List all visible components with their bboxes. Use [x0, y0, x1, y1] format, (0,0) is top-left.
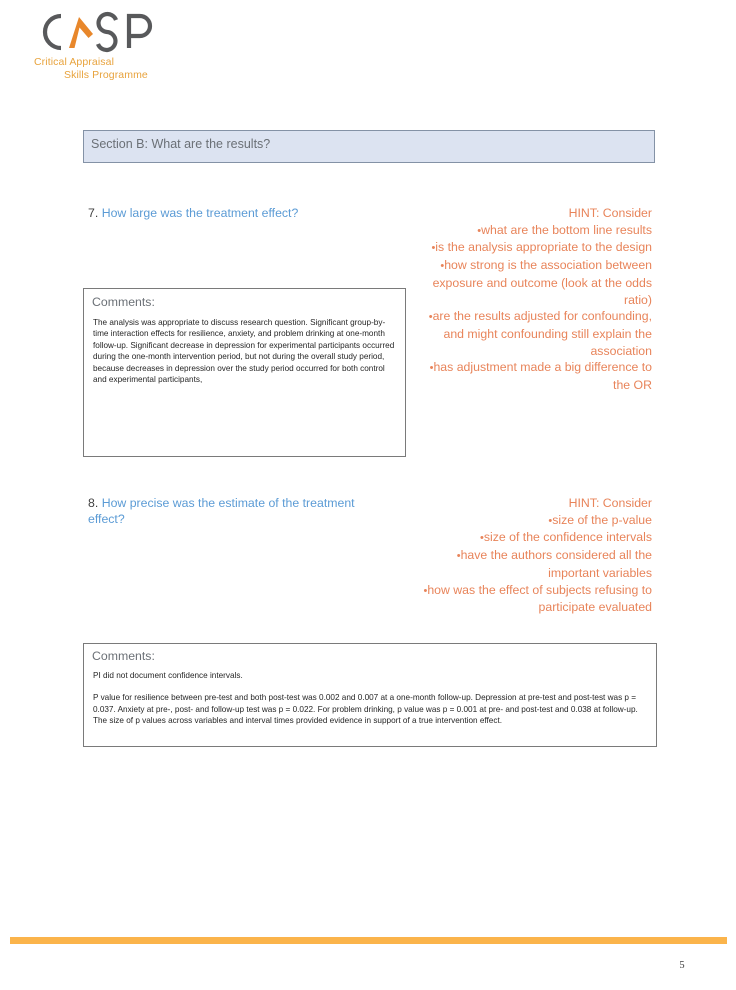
hint-8	[410, 495, 652, 616]
hint-7-item-3	[410, 257, 652, 308]
comments-body-7-paragraph-1: The analysis was appropriate to discuss research question. Significant group-by-time interaction effects for resilience, anxiety, and problem drinking at one-month follow-up. Significant decrease in depression for experimental participants occurred during the one-month intervention period, but not during the overall study period, because decreases in depression over the study period occurred for both control and experimental participants,	[93, 318, 395, 385]
section-header-title: Section B: What are the results?	[91, 137, 271, 151]
hint-7-item-5-text: has adjustment made a big difference to the OR	[433, 360, 652, 393]
bullet-icon	[542, 512, 552, 530]
bullet-icon	[425, 239, 435, 257]
question-8	[88, 495, 378, 527]
hint-7	[410, 205, 652, 394]
page-number: 5	[679, 960, 685, 971]
hint-8-item-4-text: how was the effect of subjects refusing to participate evaluated	[427, 582, 652, 615]
hint-8-title: HINT: Consider	[568, 496, 652, 510]
comments-box-question-7[interactable]	[83, 288, 406, 457]
hint-8-item-4	[410, 582, 652, 616]
hint-7-item-5	[410, 359, 652, 393]
hint-7-item-4-text: are the results adjusted for confounding, and might confounding still explain the association	[432, 309, 652, 358]
comments-label-7: Comments:	[92, 295, 155, 309]
hint-8-item-3	[410, 547, 652, 581]
hint-7-list	[410, 222, 652, 394]
bullet-icon	[423, 308, 433, 326]
bullet-icon	[434, 257, 444, 275]
hint-8-item-3-text: have the authors considered all the important variables	[460, 548, 652, 580]
casp-logo-subtitle	[34, 56, 210, 82]
hint-8-item-1-text: size of the p-value	[552, 512, 652, 527]
comments-box-question-8[interactable]	[83, 643, 657, 747]
hint-7-title: HINT: Consider	[568, 206, 652, 220]
comments-body-8-paragraph-1: PI did not document confidence intervals.	[93, 671, 243, 680]
hint-7-item-3-text: how strong is the association between exposure and outcome (look at the odds ratio)	[432, 258, 652, 307]
hint-8-list	[410, 512, 652, 616]
section-header-bar	[83, 130, 655, 163]
bullet-icon	[423, 359, 433, 377]
hint-7-item-2	[410, 239, 652, 257]
footer-rule	[10, 937, 727, 944]
casp-logo-subtitle-line2: Skills Programme	[64, 69, 148, 81]
hint-7-item-4	[410, 308, 652, 359]
bullet-icon	[451, 547, 461, 565]
question-8-text: How precise was the estimate of the treatment effect?	[88, 496, 355, 526]
question-7-number: 7.	[88, 206, 102, 220]
bullet-icon	[417, 582, 427, 600]
hint-7-item-2-text: is the analysis appropriate to the design	[435, 240, 652, 255]
comments-body-8-paragraph-2: P value for resilience between pre-test and both post-test was 0.002 and 0.007 at a one-month follow-up. Depression at pre-test and post-test was p = 0.037. Anxiety at pre-, post- and follow-up test was p = 0.022. For problem drinking, p value was p = 0.001 at pre- and post-test and 0.038 at follow-up. The size of p values across variables and interval times provided evidence in support of a true intervention effect.	[93, 693, 638, 726]
bullet-icon	[474, 529, 484, 547]
casp-logo-mark	[30, 8, 170, 56]
comments-body-7[interactable]	[93, 317, 395, 385]
hint-8-item-2-text: size of the confidence intervals	[483, 530, 652, 545]
hint-8-item-1	[410, 512, 652, 530]
hint-7-item-1	[410, 222, 652, 240]
question-8-number: 8.	[88, 496, 102, 510]
question-7	[88, 205, 388, 221]
casp-logo-subtitle-line1: Critical Appraisal	[34, 56, 114, 68]
comments-label-8: Comments:	[92, 649, 155, 663]
comments-body-8[interactable]	[93, 670, 644, 727]
hint-7-item-1-text: what are the bottom line results	[481, 222, 652, 237]
hint-8-item-2	[410, 529, 652, 547]
bullet-icon	[471, 222, 481, 240]
question-7-text: How large was the treatment effect?	[101, 206, 299, 220]
casp-logo	[30, 8, 210, 82]
